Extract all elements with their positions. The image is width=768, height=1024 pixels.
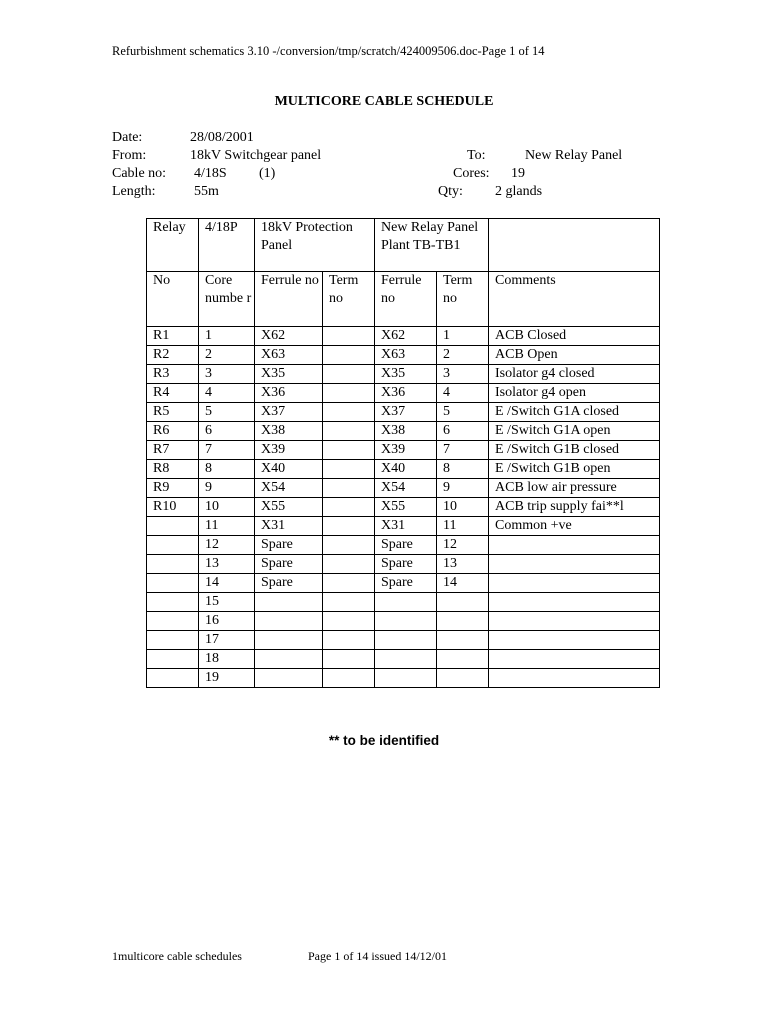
cell-comment: Isolator g4 open — [489, 384, 660, 403]
header-protection-panel: 18kV Protection Panel — [255, 219, 375, 272]
cell-term-no — [323, 536, 375, 555]
cell-term-no-2: 13 — [437, 555, 489, 574]
cell-comment: E /Switch G1A closed — [489, 403, 660, 422]
footnote: ** to be identified — [328, 733, 440, 748]
cell-term-no-2: 6 — [437, 422, 489, 441]
footer-right: Page 1 of 14 issued 14/12/01 — [308, 949, 447, 963]
header-comments: Comments — [489, 272, 660, 327]
cell-comment — [489, 669, 660, 688]
cell-ferrule-no: X63 — [255, 346, 323, 365]
cell-relay-no — [147, 574, 199, 593]
cell-ferrule-no-2: X63 — [375, 346, 437, 365]
cell-relay-no — [147, 536, 199, 555]
cell-relay-no: R1 — [147, 327, 199, 346]
table-row — [147, 593, 660, 612]
cell-comment: E /Switch G1B closed — [489, 441, 660, 460]
qty-label: Qty: — [438, 184, 463, 199]
cell-relay-no: R5 — [147, 403, 199, 422]
table-row — [147, 441, 660, 460]
cell-term-no — [323, 365, 375, 384]
cell-core-number: 19 — [199, 669, 255, 688]
cell-term-no — [323, 460, 375, 479]
cell-term-no — [323, 441, 375, 460]
cell-ferrule-no-2 — [375, 612, 437, 631]
cell-core-number: 8 — [199, 460, 255, 479]
cell-ferrule-no-2: X38 — [375, 422, 437, 441]
cell-core-number: 7 — [199, 441, 255, 460]
cable-no-value: 4/18S — [194, 166, 227, 181]
cell-comment — [489, 574, 660, 593]
header-term-no: Term no — [323, 272, 375, 327]
table-row — [147, 479, 660, 498]
cell-ferrule-no-2: X31 — [375, 517, 437, 536]
cell-term-no — [323, 498, 375, 517]
cell-ferrule-no-2: X62 — [375, 327, 437, 346]
cell-core-number: 1 — [199, 327, 255, 346]
cell-term-no-2 — [437, 631, 489, 650]
cell-core-number: 6 — [199, 422, 255, 441]
cell-term-no — [323, 612, 375, 631]
cell-relay-no: R4 — [147, 384, 199, 403]
cell-ferrule-no: Spare — [255, 555, 323, 574]
length-value: 55m — [194, 184, 219, 199]
cell-ferrule-no-2 — [375, 593, 437, 612]
cell-ferrule-no-2: X54 — [375, 479, 437, 498]
cell-core-number: 18 — [199, 650, 255, 669]
cell-comment: Common +ve — [489, 517, 660, 536]
cable-no-label: Cable no: — [112, 166, 167, 181]
cell-ferrule-no: X36 — [255, 384, 323, 403]
table-row — [147, 460, 660, 479]
cell-core-number: 4 — [199, 384, 255, 403]
cell-ferrule-no-2 — [375, 669, 437, 688]
cell-term-no — [323, 669, 375, 688]
table-row — [147, 631, 660, 650]
from-label: From: — [112, 148, 147, 163]
cell-ferrule-no: Spare — [255, 536, 323, 555]
cell-term-no-2 — [437, 669, 489, 688]
cell-ferrule-no-2: Spare — [375, 574, 437, 593]
length-label: Length: — [112, 184, 156, 199]
cell-relay-no — [147, 612, 199, 631]
header-ferrule-no-2: Ferrule no — [375, 272, 437, 327]
cell-term-no — [323, 327, 375, 346]
cell-term-no-2: 2 — [437, 346, 489, 365]
cell-relay-no: R10 — [147, 498, 199, 517]
to-value: New Relay Panel — [525, 148, 623, 163]
cell-ferrule-no-2: X35 — [375, 365, 437, 384]
cell-core-number: 13 — [199, 555, 255, 574]
cell-comment — [489, 536, 660, 555]
table-row — [147, 365, 660, 384]
cell-ferrule-no — [255, 593, 323, 612]
cell-comment — [489, 593, 660, 612]
cell-relay-no — [147, 650, 199, 669]
cell-ferrule-no-2: X37 — [375, 403, 437, 422]
cell-relay-no: R6 — [147, 422, 199, 441]
cell-term-no — [323, 403, 375, 422]
cell-ferrule-no-2: Spare — [375, 536, 437, 555]
cell-relay-no: R3 — [147, 365, 199, 384]
cell-comment — [489, 650, 660, 669]
cell-ferrule-no-2 — [375, 650, 437, 669]
table-row — [147, 498, 660, 517]
cell-comment: ACB Closed — [489, 327, 660, 346]
table-row — [147, 384, 660, 403]
cell-comment: Isolator g4 closed — [489, 365, 660, 384]
cell-comment: E /Switch G1B open — [489, 460, 660, 479]
cell-term-no — [323, 346, 375, 365]
cell-ferrule-no: X62 — [255, 327, 323, 346]
cell-core-number: 16 — [199, 612, 255, 631]
cell-term-no-2: 1 — [437, 327, 489, 346]
table-header-row-1 — [147, 219, 660, 272]
cell-comment: E /Switch G1A open — [489, 422, 660, 441]
cell-ferrule-no-2: Spare — [375, 555, 437, 574]
cell-core-number: 15 — [199, 593, 255, 612]
cell-term-no-2: 3 — [437, 365, 489, 384]
cell-relay-no: R2 — [147, 346, 199, 365]
cell-ferrule-no-2 — [375, 631, 437, 650]
cell-comment: ACB Open — [489, 346, 660, 365]
date-value: 28/08/2001 — [190, 130, 254, 145]
cell-core-number: 2 — [199, 346, 255, 365]
cell-core-number: 11 — [199, 517, 255, 536]
cell-term-no — [323, 422, 375, 441]
cell-relay-no: R9 — [147, 479, 199, 498]
to-label: To: — [467, 148, 486, 163]
cell-comment — [489, 555, 660, 574]
cell-term-no-2: 8 — [437, 460, 489, 479]
cell-comment — [489, 631, 660, 650]
cell-term-no-2: 5 — [437, 403, 489, 422]
table-body — [147, 327, 660, 688]
cell-comment: ACB low air pressure — [489, 479, 660, 498]
cell-term-no-2: 9 — [437, 479, 489, 498]
table-row — [147, 612, 660, 631]
cable-schedule-table — [146, 218, 660, 688]
table-row — [147, 555, 660, 574]
table-row — [147, 346, 660, 365]
cell-ferrule-no: X37 — [255, 403, 323, 422]
cell-relay-no — [147, 631, 199, 650]
cell-term-no — [323, 517, 375, 536]
cell-term-no-2 — [437, 612, 489, 631]
cell-core-number: 5 — [199, 403, 255, 422]
cell-ferrule-no-2: X40 — [375, 460, 437, 479]
from-value: 18kV Switchgear panel — [190, 148, 322, 163]
cell-core-number: 9 — [199, 479, 255, 498]
cell-core-number: 12 — [199, 536, 255, 555]
cell-term-no — [323, 479, 375, 498]
table-row — [147, 327, 660, 346]
table-row — [147, 574, 660, 593]
cell-relay-no — [147, 593, 199, 612]
cell-term-no-2: 11 — [437, 517, 489, 536]
cell-term-no — [323, 555, 375, 574]
cell-ferrule-no-2: X36 — [375, 384, 437, 403]
cell-ferrule-no — [255, 631, 323, 650]
table-row — [147, 536, 660, 555]
cell-relay-no — [147, 555, 199, 574]
header-new-relay-panel: New Relay Panel Plant TB-TB1 — [375, 219, 489, 272]
cell-core-number: 3 — [199, 365, 255, 384]
cell-ferrule-no — [255, 669, 323, 688]
cell-ferrule-no: X31 — [255, 517, 323, 536]
cell-term-no-2: 12 — [437, 536, 489, 555]
cell-core-number: 14 — [199, 574, 255, 593]
cell-ferrule-no-2: X39 — [375, 441, 437, 460]
cell-term-no-2: 4 — [437, 384, 489, 403]
cell-term-no — [323, 631, 375, 650]
table-row — [147, 422, 660, 441]
cell-term-no-2: 10 — [437, 498, 489, 517]
cell-ferrule-no: Spare — [255, 574, 323, 593]
header-core-number: Core numbe r — [199, 272, 255, 327]
cell-comment — [489, 612, 660, 631]
cell-ferrule-no: X35 — [255, 365, 323, 384]
cell-ferrule-no — [255, 650, 323, 669]
table-header-row-2 — [147, 272, 660, 327]
cell-core-number: 10 — [199, 498, 255, 517]
footer-left: 1multicore cable schedules — [112, 949, 242, 963]
header-relay: Relay — [147, 219, 199, 272]
table-row — [147, 517, 660, 536]
cell-ferrule-no: X55 — [255, 498, 323, 517]
cable-no-extra: (1) — [259, 166, 276, 181]
table-row — [147, 650, 660, 669]
header-term-no-2: Term no — [437, 272, 489, 327]
cell-term-no-2 — [437, 593, 489, 612]
cell-term-no-2: 14 — [437, 574, 489, 593]
cell-core-number: 17 — [199, 631, 255, 650]
cell-term-no-2 — [437, 650, 489, 669]
cell-ferrule-no: X40 — [255, 460, 323, 479]
document-title: MULTICORE CABLE SCHEDULE — [274, 94, 494, 109]
cores-label: Cores: — [453, 166, 490, 181]
cell-relay-no: R8 — [147, 460, 199, 479]
header-no: No — [147, 272, 199, 327]
date-label: Date: — [112, 130, 143, 145]
cell-comment: ACB trip supply fai**l — [489, 498, 660, 517]
cell-ferrule-no: X38 — [255, 422, 323, 441]
cores-value: 19 — [511, 166, 525, 181]
cell-term-no — [323, 574, 375, 593]
cell-relay-no — [147, 517, 199, 536]
qty-value: 2 glands — [495, 184, 543, 199]
cell-term-no-2: 7 — [437, 441, 489, 460]
cell-relay-no — [147, 669, 199, 688]
cell-ferrule-no — [255, 612, 323, 631]
cell-term-no — [323, 384, 375, 403]
table-row — [147, 403, 660, 422]
header-cable-ref: 4/18P — [199, 219, 255, 272]
cell-term-no — [323, 593, 375, 612]
cell-ferrule-no-2: X55 — [375, 498, 437, 517]
table-row — [147, 669, 660, 688]
header-ferrule-no: Ferrule no — [255, 272, 323, 327]
header-blank — [489, 219, 660, 272]
cell-ferrule-no: X39 — [255, 441, 323, 460]
cell-ferrule-no: X54 — [255, 479, 323, 498]
cell-term-no — [323, 650, 375, 669]
document-header: Refurbishment schematics 3.10 -/conversion/tmp/scratch/424009506.doc-Page 1 of 14 — [112, 44, 545, 58]
cell-relay-no: R7 — [147, 441, 199, 460]
